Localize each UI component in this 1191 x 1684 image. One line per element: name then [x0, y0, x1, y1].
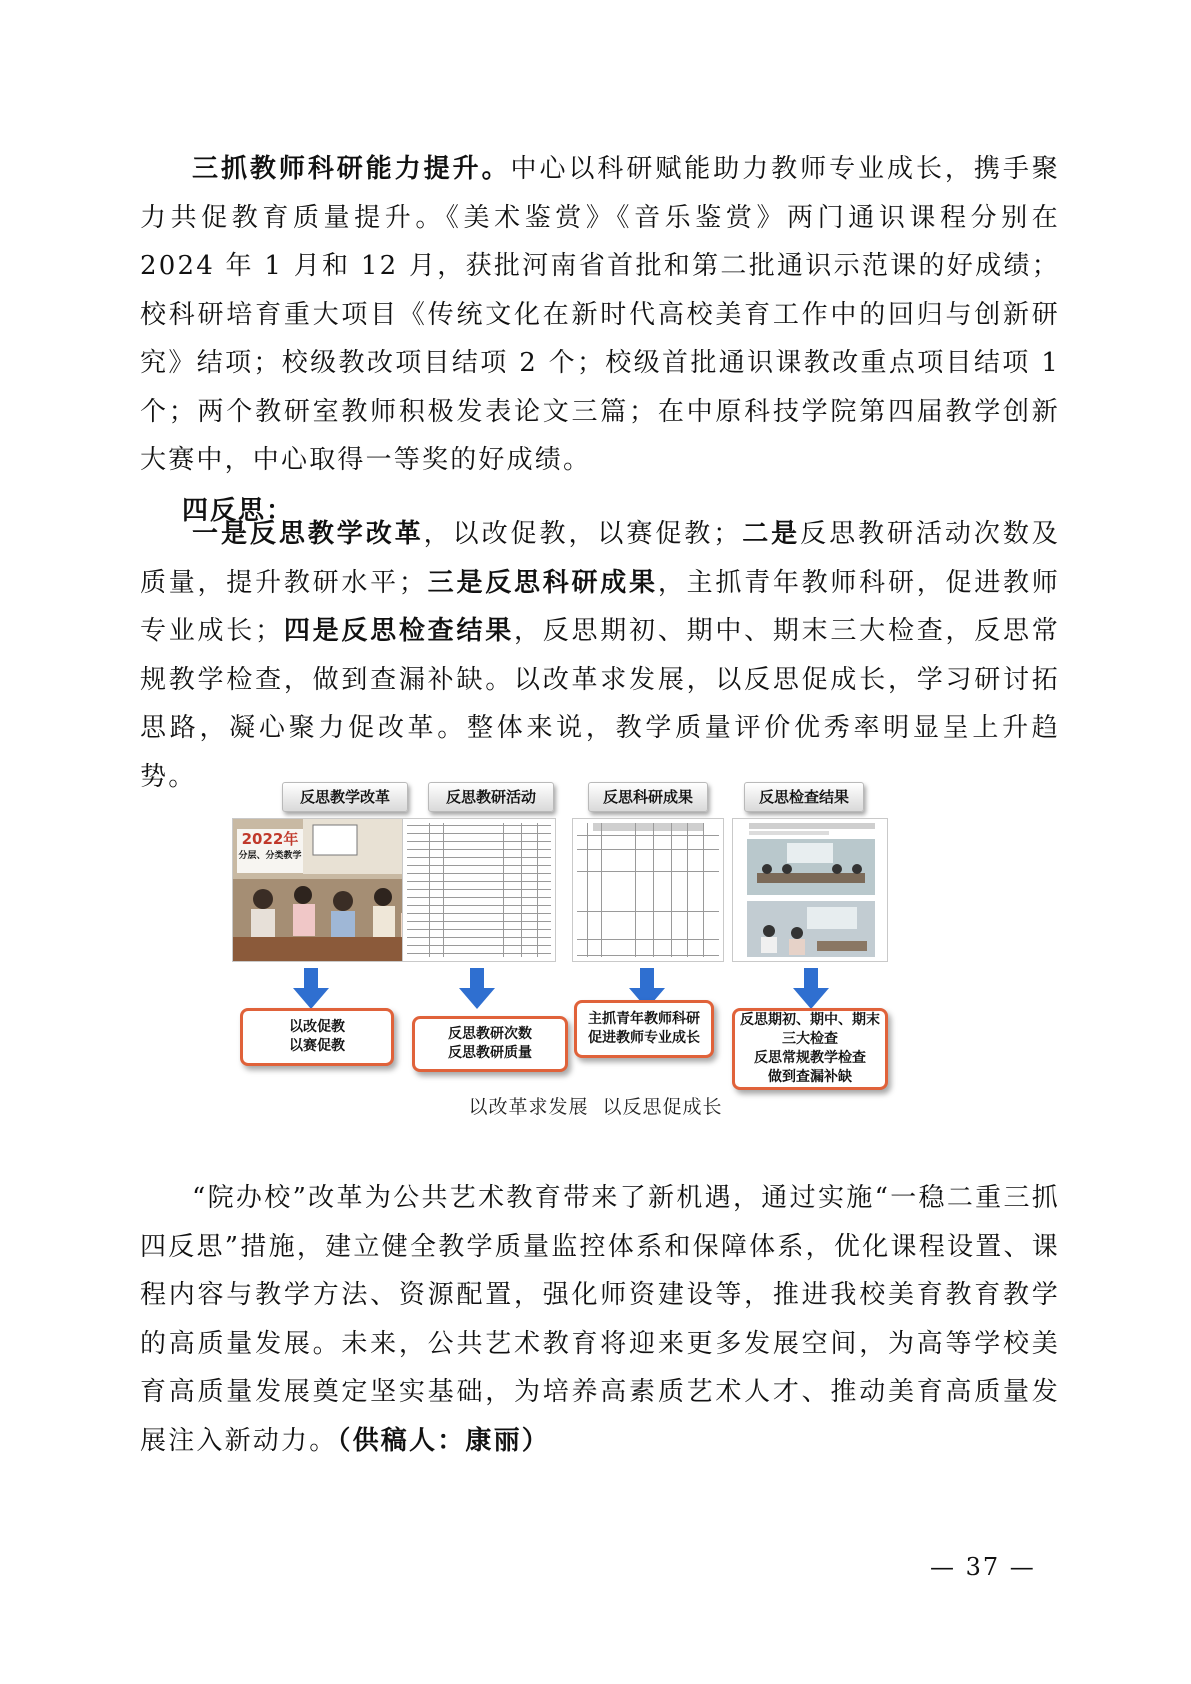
result-3-line-1: 主抓青年教师科研 [588, 1011, 700, 1027]
arrow-down-icon [792, 968, 830, 1010]
thumb-subtitle: 分层、分类教学 [238, 851, 302, 861]
result-4-line-4: 做到查漏补缺 [768, 1069, 852, 1085]
arrow-down-icon [458, 968, 496, 1010]
paragraph-reflections [140, 510, 1060, 801]
reflection-2-text: 反思教研活动次数及质量，提升教研水平； [140, 519, 1061, 598]
result-4-line-1: 反思期初、期中、期末 [740, 1012, 880, 1028]
figure-label-inspection-results: 反思检查结果 [744, 782, 864, 812]
activity-table-thumbnail [402, 818, 556, 962]
figure-label-teaching-reform: 反思教学改革 [282, 782, 408, 812]
classroom-photo [232, 818, 428, 962]
result-2-line-1: 反思教研次数 [448, 1026, 532, 1042]
paragraph-research-text: 中心以科研赋能助力教师专业成长，携手聚力共促教育质量提升。《美术鉴赏》《音乐鉴赏》两门通识课程分别在 2024 年 1 月和 12 月，获批河南省首批和第二批通识示范课的好成绩；校科研培育重大项目《传统文化在新时代高校美育工作中的回归与创新研究》结项；校级教改项目结项 2 个；校级首批通识课教改重点项目结项 1 个；两个教研室教师积极发表论文三篇；在中原科技学院第四届教学创新大赛中，中心取得一等奖的好成绩。 [140, 154, 1060, 475]
paragraph-conclusion-text: “院办校”改革为公共艺术教育带来了新机遇，通过实施“一稳二重三抓四反思”措施，建立健全教学质量监控体系和保障体系，优化课程设置、课程内容与教学方法、资源配置，强化师资建设等，推进我校美育教育教学的高质量发展。未来，公共艺术教育将迎来更多发展空间，为高等学校美育高质量发展奠定坚实基础，为培养高素质艺术人才、推动美育高质量发展注入新动力。 [140, 1183, 1060, 1456]
paragraph-research [140, 145, 1060, 485]
figure-caption: 以改革求发展 以反思促成长 [468, 1096, 723, 1118]
result-3-line-2: 促进教师专业成长 [588, 1030, 700, 1046]
paragraph-conclusion [140, 1174, 1060, 1465]
result-box-3 [574, 1000, 714, 1058]
thumb-overlay [237, 829, 303, 873]
reflection-3-text: ，主抓青年教师科研，促进教师专业成长； [140, 567, 1060, 646]
result-box-1 [240, 1008, 394, 1066]
inspection-photo-thumbnail [732, 818, 888, 962]
research-table-thumbnail [572, 818, 724, 962]
reflection-2-bold: 二是 [741, 519, 801, 549]
reflection-4-bold: 四是反思检查结果 [283, 616, 514, 646]
reflection-3-bold: 三是反思科研成果 [427, 567, 658, 598]
result-1-line-2: 以赛促教 [289, 1038, 345, 1054]
contributor: （供稿人：康丽） [337, 1425, 551, 1456]
result-1-line-1: 以改促教 [289, 1019, 345, 1035]
arrow-down-icon [292, 968, 330, 1010]
figure-label-research-activity: 反思教研活动 [428, 782, 554, 812]
result-4-line-2: 三大检查 [782, 1031, 838, 1047]
result-4-line-3: 反思常规教学检查 [754, 1050, 866, 1066]
result-box-4 [732, 1008, 888, 1090]
result-box-2 [412, 1016, 568, 1072]
reflection-4-text: ，反思期初、期中、期末三大检查，反思常规教学检查，做到查漏补缺。以改革求发展，以反思促成长，学习研讨拓思路，凝心聚力促改革。整体来说，教学质量评价优秀率明显呈上升趋势。 [140, 616, 1060, 792]
reflection-1-text: ，以改促教，以赛促教； [423, 519, 742, 549]
page-number: — 37 — [930, 1553, 1036, 1581]
result-2-line-2: 反思教研质量 [448, 1045, 532, 1061]
reflection-1-bold: 一是反思教学改革 [192, 519, 424, 549]
heading-four-reflections: 四反思： [182, 496, 295, 526]
figure-label-research-results: 反思科研成果 [588, 782, 708, 812]
paragraph-research-lead: 三抓教师科研能力提升。 [192, 154, 511, 184]
thumb-year: 2022年 [241, 830, 299, 848]
reflection-figure [232, 772, 960, 1090]
